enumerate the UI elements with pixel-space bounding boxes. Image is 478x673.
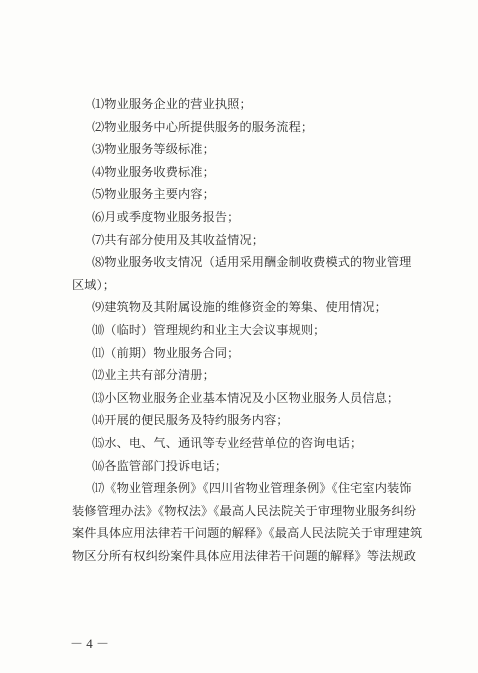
- list-item-15: ⒂水、电、气、通讯等专业经营单位的咨询电话；: [92, 435, 363, 450]
- list-item-3: ⑶物业服务等级标准；: [92, 142, 215, 157]
- list-item-7: ⑺共有部分使用及其收益情况；: [92, 232, 265, 247]
- list-item-17-continuation-2: 案件具体应用法律若干问题的解释》《最高人民法院关于审理建筑: [72, 526, 423, 541]
- list-item-4: ⑷物业服务收费标准；: [92, 164, 215, 179]
- page-number: － 4 －: [70, 636, 110, 651]
- list-item-11: ⑾（前期）物业服务合同；: [92, 345, 240, 360]
- list-item-8: ⑻物业服务收支情况（适用采用酬金制收费模式的物业管理: [92, 255, 412, 270]
- list-item-17-continuation-3: 物区分所有权纠纷案件具体应用法律若干问题的解释》等法规政: [72, 548, 417, 563]
- list-item-8-continuation: 区域）；: [72, 277, 116, 292]
- list-item-2: ⑵物业服务中心所提供服务的服务流程；: [92, 119, 314, 134]
- document-body: [72, 93, 423, 567]
- list-item-9: ⑼建筑物及其附属设施的维修资金的筹集、使用情况；: [92, 300, 387, 315]
- list-item-17-continuation-1: 装修管理办法》《物权法》《最高人民法院关于审理物业服务纠纷: [72, 503, 417, 518]
- list-item-6: ⑹月或季度物业服务报告；: [92, 209, 240, 224]
- list-item-13: ⒀小区物业服务企业基本情况及小区物业服务人员信息；: [92, 390, 400, 405]
- list-item-12: ⑿业主共有部分清册；: [92, 368, 215, 383]
- list-item-17: ⒄《物业管理条例》《四川省物业管理条例》《住宅室内装饰: [92, 481, 412, 496]
- list-item-16: ⒃各监管部门投诉电话；: [92, 458, 228, 473]
- list-item-1: ⑴物业服务企业的营业执照；: [92, 97, 252, 111]
- list-item-5: ⑸物业服务主要内容；: [92, 187, 215, 202]
- list-item-14: ⒁开展的便民服务及特约服务内容；: [92, 413, 289, 428]
- list-item-10: ⑽（临时）管理规约和业主大会议事规则；: [92, 322, 326, 337]
